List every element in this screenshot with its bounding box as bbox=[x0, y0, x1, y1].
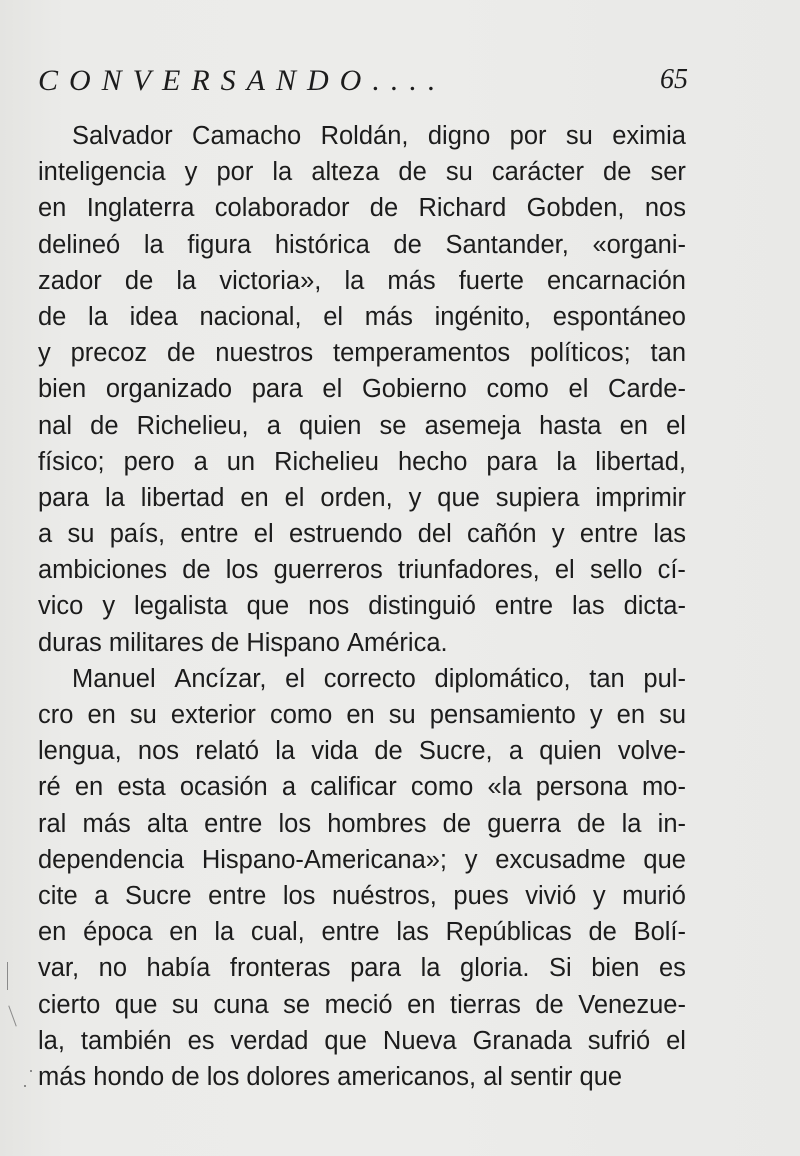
word: y bbox=[102, 592, 116, 621]
word: los bbox=[206, 1062, 247, 1091]
word: su bbox=[659, 701, 686, 729]
word: de bbox=[124, 266, 154, 295]
word: los bbox=[282, 881, 316, 910]
word: Richelieu bbox=[274, 447, 379, 476]
word: vico bbox=[38, 592, 84, 621]
word: para bbox=[350, 954, 402, 983]
word: idea bbox=[129, 302, 178, 331]
word: el bbox=[568, 375, 589, 404]
word: en bbox=[407, 990, 436, 1019]
word: de bbox=[182, 556, 211, 585]
text-line bbox=[38, 408, 686, 444]
text-line bbox=[38, 697, 686, 733]
word: en bbox=[619, 411, 648, 440]
word: volve- bbox=[617, 737, 686, 766]
word: Roldán, bbox=[320, 122, 409, 150]
word: América. bbox=[347, 628, 448, 657]
word: más bbox=[364, 302, 413, 331]
page-number: 65 bbox=[660, 64, 688, 95]
word: entre bbox=[208, 881, 267, 910]
word: Hispano bbox=[246, 628, 347, 657]
word: guerra bbox=[487, 809, 561, 838]
word: ambiciones bbox=[38, 556, 167, 585]
word: de bbox=[588, 918, 617, 947]
word: Camacho bbox=[192, 122, 302, 150]
word: es bbox=[187, 1026, 215, 1055]
word: la bbox=[88, 302, 108, 331]
word: excusadme bbox=[495, 845, 626, 874]
word: los bbox=[225, 556, 259, 585]
word: la bbox=[344, 266, 365, 295]
word: el bbox=[285, 664, 306, 693]
word: en bbox=[616, 701, 646, 729]
word: asemeja bbox=[424, 411, 521, 440]
word: época bbox=[83, 918, 153, 947]
word: la bbox=[272, 158, 293, 187]
word: del bbox=[417, 520, 452, 549]
word: figura bbox=[187, 230, 252, 259]
text-line bbox=[38, 661, 686, 697]
word: hombres bbox=[327, 809, 427, 838]
paragraph bbox=[38, 661, 686, 1095]
word: esta bbox=[117, 773, 166, 802]
word: guerreros bbox=[273, 556, 383, 585]
word: para bbox=[38, 483, 90, 512]
word: correcto bbox=[323, 664, 416, 693]
text-line bbox=[38, 950, 686, 986]
word: dolores bbox=[246, 1062, 338, 1091]
word: quien bbox=[299, 411, 362, 440]
word: las bbox=[572, 592, 605, 621]
word: sufrió bbox=[587, 1026, 651, 1055]
word: libertad, bbox=[595, 447, 686, 476]
running-title: CONVERSANDO.... bbox=[38, 64, 447, 97]
word: Ancízar, bbox=[174, 664, 267, 693]
word: mo- bbox=[642, 773, 686, 802]
word: de bbox=[603, 158, 632, 187]
text-line bbox=[38, 552, 686, 588]
word: militares bbox=[108, 628, 211, 657]
word: no bbox=[98, 954, 128, 983]
word: distinguió bbox=[368, 592, 476, 621]
word: en bbox=[240, 483, 269, 512]
text-line bbox=[38, 625, 686, 661]
text-line bbox=[38, 263, 686, 299]
word: ral bbox=[38, 809, 67, 838]
word: Gobden, bbox=[526, 194, 625, 223]
word: su bbox=[129, 701, 157, 729]
word: la bbox=[176, 266, 197, 295]
body-text bbox=[38, 118, 686, 1095]
text-line bbox=[38, 118, 686, 154]
paragraph bbox=[38, 118, 686, 661]
word: Bolí- bbox=[633, 918, 686, 947]
word: dicta- bbox=[623, 592, 686, 621]
word: zador bbox=[38, 266, 102, 295]
word: físico; bbox=[38, 447, 105, 476]
word: cro bbox=[38, 701, 74, 729]
word: su bbox=[565, 122, 593, 150]
word: los bbox=[278, 809, 312, 838]
word: que bbox=[114, 990, 158, 1019]
word: la bbox=[143, 230, 164, 259]
word: de bbox=[210, 628, 247, 657]
word: y bbox=[589, 701, 603, 729]
word: supiera bbox=[495, 483, 580, 512]
word: país, bbox=[109, 520, 166, 549]
word: temperamentos bbox=[332, 339, 511, 368]
text-line bbox=[38, 227, 686, 263]
word: cierto bbox=[38, 990, 101, 1019]
word: el bbox=[253, 520, 274, 549]
word: pues bbox=[453, 881, 509, 910]
word: las bbox=[396, 918, 429, 947]
word: más bbox=[38, 1062, 94, 1091]
word: exterior bbox=[170, 701, 256, 729]
word: Sucre bbox=[124, 881, 192, 910]
word: calificar bbox=[310, 773, 397, 802]
word: ingénito, bbox=[434, 302, 532, 331]
word: más bbox=[387, 266, 436, 295]
word: que bbox=[324, 1026, 367, 1055]
word: la bbox=[556, 447, 577, 476]
text-line bbox=[38, 154, 686, 190]
word: entre bbox=[494, 592, 554, 621]
word: bien bbox=[591, 954, 640, 983]
word: de bbox=[535, 990, 564, 1019]
word: precoz bbox=[70, 339, 148, 368]
word: tan bbox=[589, 664, 625, 693]
word: «organi- bbox=[592, 230, 686, 259]
word: el bbox=[323, 302, 344, 331]
word: por bbox=[216, 158, 254, 187]
word: a bbox=[508, 737, 524, 766]
word: americanos, bbox=[337, 1062, 484, 1091]
word: la bbox=[214, 918, 235, 947]
word: Venezue- bbox=[578, 990, 686, 1019]
word: ocasión bbox=[179, 773, 268, 802]
word: el bbox=[666, 411, 686, 440]
word: de bbox=[393, 230, 422, 259]
word: las bbox=[653, 520, 686, 549]
word: de bbox=[398, 158, 427, 187]
scan-mark bbox=[8, 1005, 16, 1026]
word: libertad bbox=[140, 483, 225, 512]
text-line bbox=[38, 842, 686, 878]
word: y bbox=[551, 520, 565, 549]
word: el bbox=[284, 483, 305, 512]
word: la bbox=[420, 954, 441, 983]
page-header bbox=[38, 64, 688, 104]
word: la bbox=[275, 737, 296, 766]
word: también bbox=[80, 1026, 172, 1055]
word: el bbox=[666, 1026, 686, 1055]
word: que bbox=[246, 592, 290, 621]
word: dependencia bbox=[38, 845, 185, 874]
word: cual, bbox=[250, 918, 305, 947]
word: ser bbox=[650, 158, 686, 187]
word: de bbox=[38, 302, 67, 331]
word: entre bbox=[204, 809, 263, 838]
scan-mark bbox=[7, 962, 8, 990]
word: de bbox=[171, 1062, 207, 1091]
word: un bbox=[226, 447, 256, 476]
word: y bbox=[592, 881, 606, 910]
word: para bbox=[486, 447, 538, 476]
word: de bbox=[90, 411, 119, 440]
word: duras bbox=[38, 628, 109, 657]
word: organizado bbox=[105, 375, 233, 404]
word: inteligencia bbox=[38, 158, 166, 187]
word: entre bbox=[321, 918, 380, 947]
word: persona bbox=[535, 773, 628, 802]
text-line bbox=[38, 914, 686, 950]
word: Carde- bbox=[608, 375, 686, 404]
word: como bbox=[410, 773, 474, 802]
word: vida bbox=[311, 737, 359, 766]
word: nal bbox=[38, 411, 73, 440]
word: pul- bbox=[643, 664, 686, 693]
word: Hispano-Americana»; bbox=[201, 845, 448, 874]
word: como bbox=[486, 375, 549, 404]
word: al bbox=[483, 1062, 511, 1091]
word: a bbox=[281, 773, 297, 802]
word: encarnación bbox=[547, 266, 686, 295]
word: que bbox=[579, 1062, 623, 1091]
word: colaborador bbox=[214, 194, 350, 223]
word: su bbox=[445, 158, 473, 187]
word: se bbox=[379, 411, 407, 440]
word: Richelieu, bbox=[136, 411, 249, 440]
word: bien bbox=[38, 375, 87, 404]
word: Granada bbox=[472, 1026, 572, 1055]
word: que bbox=[643, 845, 686, 874]
word: sentir bbox=[510, 1062, 580, 1091]
word: carácter bbox=[491, 158, 584, 187]
word: cí- bbox=[657, 556, 686, 585]
word: Sucre, bbox=[418, 737, 493, 766]
word: para bbox=[251, 375, 303, 404]
word: imprimir bbox=[595, 483, 686, 512]
word: de bbox=[577, 809, 606, 838]
word: su bbox=[67, 520, 95, 549]
word: el bbox=[554, 556, 575, 585]
word: más bbox=[82, 809, 131, 838]
text-line bbox=[38, 444, 686, 480]
word: en bbox=[346, 701, 375, 729]
word: en bbox=[38, 918, 67, 947]
word: su bbox=[171, 990, 199, 1019]
word: estruendo bbox=[288, 520, 403, 549]
word: nacional, bbox=[199, 302, 302, 331]
word: había bbox=[146, 954, 211, 983]
word: nuéstros, bbox=[331, 881, 437, 910]
word: gloria. bbox=[460, 954, 530, 983]
word: su bbox=[388, 701, 416, 729]
word: relató bbox=[195, 737, 260, 766]
text-line bbox=[38, 516, 686, 552]
word: murió bbox=[622, 881, 686, 910]
word: cañón bbox=[467, 520, 537, 549]
word: diplomático, bbox=[434, 664, 571, 693]
text-line bbox=[38, 733, 686, 769]
word: a bbox=[193, 447, 208, 476]
word: Manuel bbox=[72, 664, 156, 693]
word: Inglaterra bbox=[86, 194, 195, 223]
word: políticos; bbox=[530, 339, 631, 368]
word: nos bbox=[308, 592, 350, 621]
word: que bbox=[437, 483, 480, 512]
text-line bbox=[38, 371, 686, 407]
word: y bbox=[184, 158, 198, 187]
word: Gobierno bbox=[361, 375, 467, 404]
word: cuna bbox=[213, 990, 269, 1019]
word: «la bbox=[487, 773, 522, 802]
word: vivió bbox=[525, 881, 577, 910]
word: alteza bbox=[311, 158, 380, 187]
text-line bbox=[38, 878, 686, 914]
word: Richard bbox=[418, 194, 507, 223]
word: es bbox=[658, 954, 686, 983]
word: la bbox=[104, 483, 125, 512]
word: de bbox=[167, 339, 196, 368]
word: Salvador bbox=[72, 122, 173, 150]
text-line bbox=[38, 769, 686, 805]
scan-mark bbox=[24, 1085, 26, 1087]
text-line bbox=[38, 190, 686, 226]
word: Si bbox=[549, 954, 572, 983]
word: lengua, bbox=[38, 737, 122, 766]
text-line bbox=[38, 987, 686, 1023]
word: a bbox=[94, 881, 109, 910]
word: Repúblicas bbox=[445, 918, 572, 947]
word: nos bbox=[644, 194, 686, 223]
word: fuerte bbox=[458, 266, 524, 295]
text-line bbox=[38, 335, 686, 371]
text-line bbox=[38, 480, 686, 516]
word: en bbox=[74, 773, 104, 802]
word: legalista bbox=[134, 592, 228, 621]
word: Nueva bbox=[382, 1026, 457, 1055]
word: en bbox=[169, 918, 198, 947]
word: histórica bbox=[274, 230, 370, 259]
word: tan bbox=[650, 339, 686, 368]
word: como bbox=[269, 701, 333, 729]
word: en bbox=[38, 194, 67, 223]
word: triunfadores, bbox=[397, 556, 540, 585]
word: en bbox=[87, 701, 116, 729]
word: victoria», bbox=[219, 266, 322, 295]
word: verdad bbox=[230, 1026, 309, 1055]
word: de bbox=[442, 809, 472, 838]
word: ré bbox=[38, 773, 61, 802]
word: eximia bbox=[612, 122, 686, 150]
word: sello bbox=[589, 556, 643, 585]
word: de bbox=[369, 194, 399, 223]
word: delineó bbox=[38, 230, 121, 259]
word: entre bbox=[579, 520, 639, 549]
word: a bbox=[38, 520, 53, 549]
word: nuestros bbox=[215, 339, 314, 368]
word: hasta bbox=[539, 411, 602, 440]
word: nos bbox=[137, 737, 180, 766]
word: y bbox=[464, 845, 478, 874]
word: y bbox=[408, 483, 422, 512]
word: espontáneo bbox=[552, 302, 686, 331]
word: se bbox=[283, 990, 311, 1019]
word: quien bbox=[539, 737, 602, 766]
word: cite bbox=[38, 881, 78, 910]
word: a bbox=[266, 411, 281, 440]
word: alta bbox=[146, 809, 188, 838]
word: hecho bbox=[397, 447, 468, 476]
word: la bbox=[621, 809, 642, 838]
text-line bbox=[38, 588, 686, 624]
word: meció bbox=[324, 990, 393, 1019]
text-line bbox=[38, 1023, 686, 1059]
word: var, bbox=[38, 954, 80, 983]
scan-mark bbox=[30, 1070, 32, 1072]
word: hondo bbox=[93, 1062, 172, 1091]
word: in- bbox=[657, 809, 686, 838]
word: entre bbox=[180, 520, 239, 549]
text-line bbox=[38, 1059, 686, 1095]
word: tierras bbox=[449, 990, 521, 1019]
word: la, bbox=[38, 1026, 65, 1055]
word: de bbox=[374, 737, 403, 766]
word: el bbox=[322, 375, 343, 404]
word: pensamiento bbox=[429, 701, 576, 729]
word: y bbox=[38, 339, 51, 368]
word: fronteras bbox=[229, 954, 331, 983]
word: Santander, bbox=[445, 230, 569, 259]
text-line bbox=[38, 806, 686, 842]
word: por bbox=[509, 122, 547, 150]
text-line bbox=[38, 299, 686, 335]
word: pero bbox=[123, 447, 175, 476]
word: digno bbox=[427, 122, 491, 150]
word: orden, bbox=[320, 483, 393, 512]
